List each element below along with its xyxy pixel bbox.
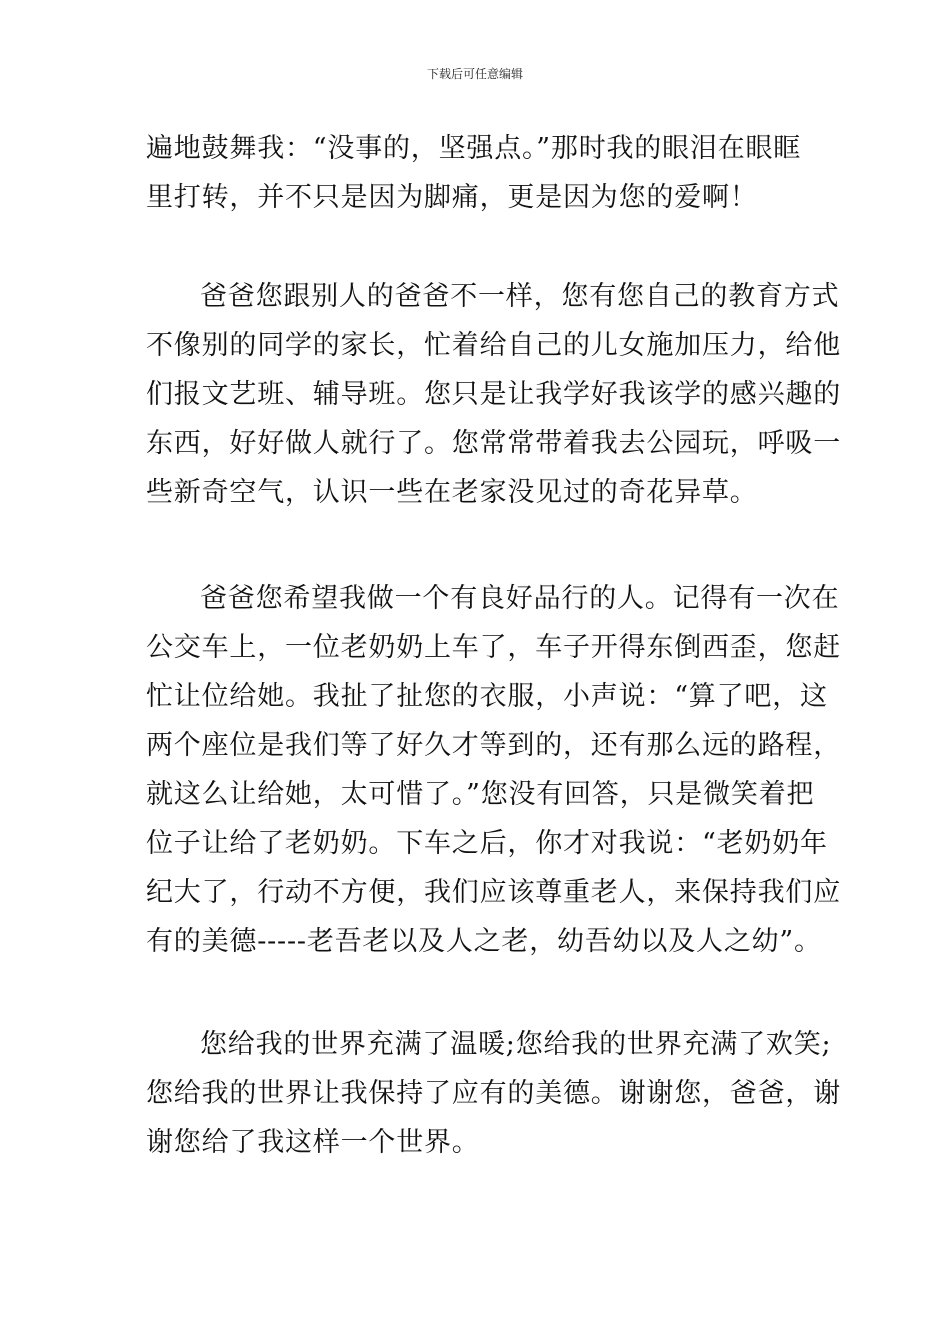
paragraph-3 [146, 574, 841, 966]
paragraph-line: 忙让位给她。我扯了扯您的衣服，小声说：“算了吧，这 [146, 681, 828, 712]
page-header-note: 下载后可任意编辑 [426, 67, 523, 81]
paragraph-line: 位子让给了老奶奶。下车之后，你才对我说：“老奶奶年 [146, 828, 828, 859]
paragraph-line: 谢您给了我这样一个世界。 [146, 1127, 480, 1158]
paragraph-4 [146, 1020, 841, 1167]
paragraph-2 [146, 272, 841, 517]
paragraph-line: 不像别的同学的家长，忙着给自己的儿女施加压力，给他 [146, 330, 841, 361]
paragraph-line: 爸爸您希望我做一个有良好品行的人。记得有一次在 [200, 583, 840, 614]
paragraph-line: 们报文艺班、辅导班。您只是让我学好我该学的感兴趣的 [146, 379, 841, 410]
paragraph-line: 就这么让给她，太可惜了。”您没有回答，只是微笑着把 [146, 779, 815, 810]
paragraph-line: 有的美德-----老吾老以及人之老，幼吾幼以及人之幼”。 [146, 926, 822, 957]
paragraph-line: 您给我的世界充满了温暖;您给我的世界充满了欢笑; [200, 1029, 832, 1060]
paragraph-line: 纪大了，行动不方便，我们应该尊重老人，来保持我们应 [146, 877, 841, 908]
paragraph-line: 爸爸您跟别人的爸爸不一样，您有您自己的教育方式 [200, 281, 840, 312]
paragraph-line: 公交车上，一位老奶奶上车了，车子开得东倒西歪，您赶 [146, 632, 841, 663]
paragraph-line: 您给我的世界让我保持了应有的美德。谢谢您，爸爸，谢 [146, 1078, 841, 1109]
paragraph-line: 遍地鼓舞我：“没事的，坚强点。”那时我的眼泪在眼眶 [146, 133, 802, 164]
paragraph-line: 东西，好好做人就行了。您常常带着我去公园玩，呼吸一 [146, 428, 841, 459]
paragraph-line: 些新奇空气，认识一些在老家没见过的奇花异草。 [146, 477, 758, 508]
paragraph-1 [146, 124, 810, 222]
paragraph-line: 里打转，并不只是因为脚痛，更是因为您的爱啊！ [146, 182, 758, 213]
paragraph-line: 两个座位是我们等了好久才等到的，还有那么远的路程， [146, 730, 841, 761]
